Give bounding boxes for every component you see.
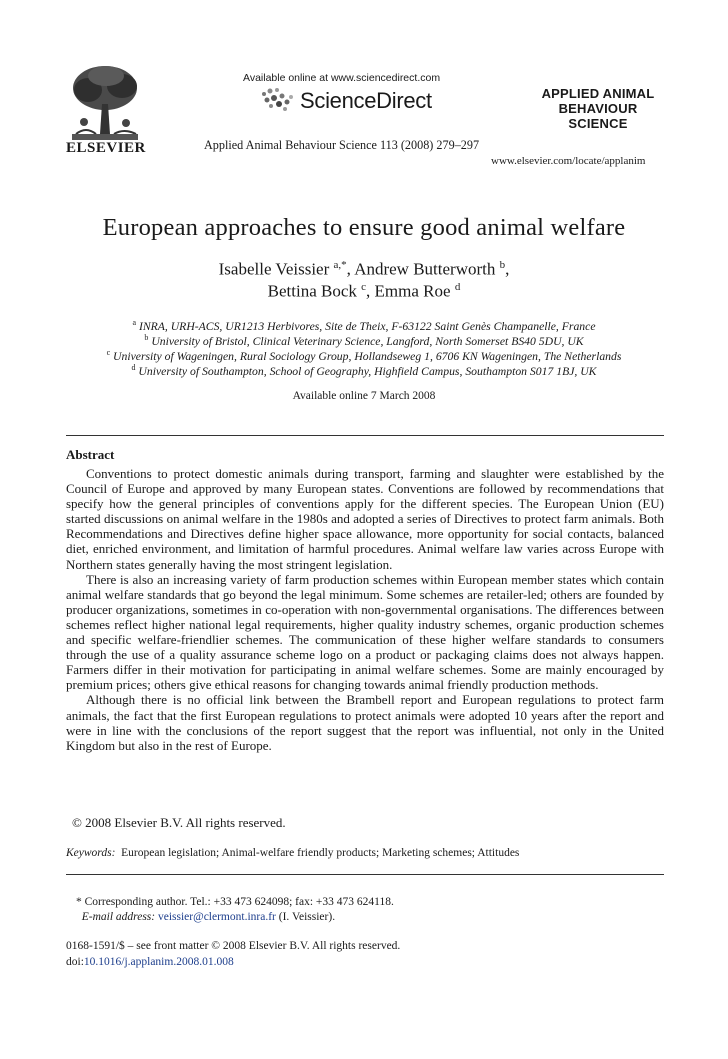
- author-name: Isabelle Veissier: [218, 259, 330, 279]
- email-suffix: (I. Veissier).: [278, 911, 336, 923]
- author-affiliation-marker[interactable]: d: [454, 281, 461, 293]
- journal-logo-line: SCIENCE: [568, 116, 628, 131]
- affiliation-text: University of Wageningen, Rural Sociology Group, Hollandseweg 1, 6706 KN Wageningen, The Netherlands: [113, 349, 622, 363]
- author-name: Bettina Bock: [267, 281, 357, 301]
- author-affiliation-marker[interactable]: c: [361, 281, 367, 293]
- author-list-line-1: [0, 259, 728, 280]
- affiliation-marker: a: [132, 318, 137, 327]
- author-separator: ,: [346, 259, 355, 279]
- doi-label: doi:: [66, 956, 84, 968]
- available-online-banner: Available online at www.sciencedirect.com: [243, 72, 441, 84]
- author-separator: ,: [366, 281, 375, 301]
- doi-line: [66, 954, 400, 970]
- elsevier-tree-logo: [66, 60, 144, 144]
- abstract-heading: Abstract: [66, 447, 115, 462]
- journal-logo: [533, 86, 663, 131]
- copyright-notice: © 2008 Elsevier B.V. All rights reserved.: [72, 815, 286, 830]
- affiliation-b: [0, 333, 728, 348]
- affiliation-text: INRA, URH-ACS, UR1213 Herbivores, Site de Theix, F-63122 Saint Genès Champanelle, France: [138, 319, 596, 333]
- email-line: [76, 910, 394, 925]
- author-affiliation-marker[interactable]: a,*: [333, 259, 347, 271]
- divider: [66, 435, 664, 436]
- affiliation-text: University of Southampton, School of Geography, Highfield Campus, Southampton S017 1BJ, UK: [138, 364, 597, 378]
- article-title: European approaches to ensure good animal welfare: [102, 214, 626, 241]
- abstract-body: [66, 466, 664, 753]
- corresponding-author-line: * Corresponding author. Tel.: +33 473 624098; fax: +33 473 624118.: [76, 896, 394, 908]
- journal-citation: Applied Animal Behaviour Science 113 (2008) 279–297: [204, 138, 480, 152]
- affiliation-c: [0, 348, 728, 363]
- affiliation-text: University of Bristol, Clinical Veterinary Science, Langford, North Somerset BS40 5DU, UK: [151, 334, 584, 348]
- email-label: E-mail address:: [81, 911, 156, 923]
- keywords: [66, 847, 519, 859]
- front-matter: [66, 938, 400, 970]
- corresponding-author-footnote: [76, 895, 394, 925]
- email-link[interactable]: veissier@clermont.inra.fr: [157, 911, 276, 923]
- publisher-wordmark: ELSEVIER: [66, 140, 146, 156]
- divider: [66, 874, 664, 875]
- affiliation-marker: b: [144, 333, 149, 342]
- author-name: Emma Roe: [374, 281, 451, 301]
- sciencedirect-dots-icon: [258, 86, 298, 114]
- affiliation-marker: d: [131, 363, 136, 372]
- journal-logo-line: BEHAVIOUR: [558, 101, 638, 116]
- issn-line: 0168-1591/$ – see front matter © 2008 Elsevier B.V. All rights reserved.: [66, 940, 401, 952]
- author-name: Andrew Butterworth: [354, 259, 496, 279]
- affiliation-d: [0, 363, 728, 378]
- journal-url-link[interactable]: www.elsevier.com/locate/applanim: [491, 155, 646, 167]
- affiliation-a: [0, 318, 728, 333]
- abstract-paragraph: There is also an increasing variety of farm production schemes within European member states which contain animal welfare standards that go beyond the legal minimum. Some schemes are retailer-led; others are founded by producer organizations, sometimes in co-operation with non-governmental organisations. The differences between schemes reflect higher national legal requirements, higher quality industry schemes, organic production schemes and specific welfare-friendlier schemes. The communication of these higher welfare standards to consumers through the use of a quality assurance scheme logo on a product or packaging claims does not always happen. Farmers differ in their motivation for participating in animal welfare schemes. Some are mainly encouraged by premium prices; others give ethical reasons for changing towards animal friendly production methods.: [66, 571, 664, 693]
- sciencedirect-wordmark: ScienceDirect: [300, 88, 432, 113]
- keywords-text: European legislation; Animal-welfare friendly products; Marketing schemes; Attitudes: [121, 847, 520, 859]
- journal-logo-line: APPLIED ANIMAL: [541, 86, 655, 101]
- doi-link[interactable]: 10.1016/j.applanim.2008.01.008: [83, 956, 234, 968]
- author-list-line-2: [0, 281, 728, 302]
- abstract-paragraph: Although there is no official link between the Brambell report and European regulations to protect farm animals, the fact that the first European regulations to protect animals were adopted 10 years after the report and were in line with the conclusions of the report suggest that the report was influential, not only in the United Kingdom but also in the rest of Europe.: [66, 692, 664, 753]
- keywords-label: Keywords:: [66, 847, 116, 859]
- abstract-paragraph: Conventions to protect domestic animals during transport, farming and slaughter were established by the Council of Europe and approved by many European states. Conventions are followed by recommendations that specify how the general principles of conventions apply for the different species. The European Union (EU) started discussions on animal welfare in the 1980s and adopted a series of Directives to protect farm animals. Both Recommendations and Directives define higher space allowance, more opportunity for social contacts, balanced diet, enriched environment, and limitation of harmful procedures. Animal welfare law varies across Europe with Northern states generally having the most stringent legislation.: [66, 466, 664, 572]
- author-separator: ,: [505, 259, 510, 279]
- available-online-date: Available online 7 March 2008: [292, 390, 436, 402]
- affiliation-marker: c: [106, 348, 111, 357]
- author-affiliation-marker[interactable]: b: [499, 259, 506, 271]
